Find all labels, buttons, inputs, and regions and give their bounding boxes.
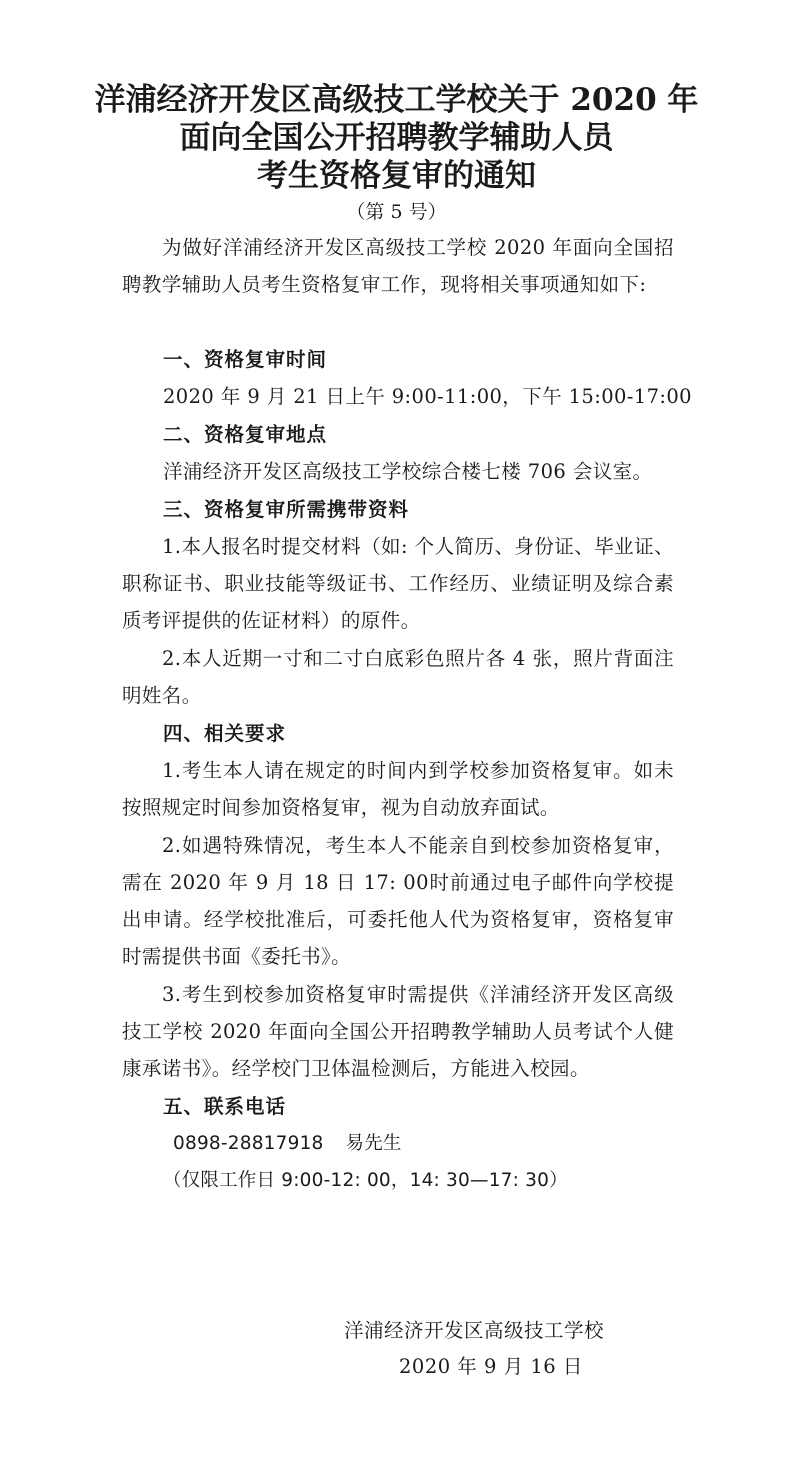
section-2-heading: 二、资格复审地点 — [163, 423, 328, 446]
contact-person: 易先生 — [345, 1133, 402, 1154]
requirement-item-3: 3.考生到校参加资格复审时需提供《洋浦经济开发区高级技工学校 2020 年面向全国公开招聘教学辅助人员考试个人健康承诺书》。经学校门卫体温检测后，方能进入校园。 — [122, 983, 674, 1080]
issue-number: （第 5 号） — [346, 201, 447, 223]
section-4-heading: 四、相关要求 — [163, 722, 287, 745]
review-time-text: 2020 年 9 月 21 日上午 9:00-11:00，下午 15:00-17:00 — [163, 385, 692, 408]
review-location-text: 洋浦经济开发区高级技工学校综合楼七楼 706 会议室。 — [163, 460, 653, 483]
section-3-heading: 三、资格复审所需携带资料 — [163, 498, 410, 521]
materials-item-1: 1.本人报名时提交材料（如: 个人简历、身份证、毕业证、职称证书、职业技能等级证书、工作经历、业绩证明及综合素质考评提供的佐证材料）的原件。 — [122, 535, 674, 632]
section-5-heading: 五、联系电话 — [163, 1095, 287, 1118]
notice-title-line-1: 洋浦经济开发区高级技工学校关于 2020 年 — [94, 82, 699, 118]
notice-title-line-3: 考生资格复审的通知 — [257, 158, 536, 194]
contact-phone: 0898-28817918 — [173, 1133, 324, 1154]
requirement-item-1: 1.考生本人请在规定的时间内到学校参加资格复审。如未按照规定时间参加资格复审，视为自动放弃面试。 — [122, 759, 674, 819]
signature-date: 2020 年 9 月 16 日 — [399, 1355, 583, 1378]
materials-item-2: 2.本人近期一寸和二寸白底彩色照片各 4 张，照片背面注明姓名。 — [122, 647, 674, 707]
contact-line — [173, 1125, 733, 1162]
signature-organization: 洋浦经济开发区高级技工学校 — [344, 1319, 605, 1342]
notice-title-line-2: 面向全国公开招聘教学辅助人员 — [179, 120, 614, 156]
contact-hours: （仅限工作日 9:00-12: 00，14: 30—17: 30） — [163, 1170, 568, 1191]
intro-paragraph: 为做好洋浦经济开发区高级技工学校 2020 年面向全国招聘教学辅助人员考生资格复审工作，现将相关事项通知如下: — [122, 236, 674, 296]
requirement-item-2: 2.如遇特殊情况，考生本人不能亲自到校参加资格复审，需在 2020 年 9 月 18 日 17: 00时前通过电子邮件向学校提出申请。经学校批准后，可委托他人代为资格复审，资格复审时需提供书面《委托书》。 — [122, 834, 674, 968]
section-1-heading: 一、资格复审时间 — [163, 348, 328, 371]
